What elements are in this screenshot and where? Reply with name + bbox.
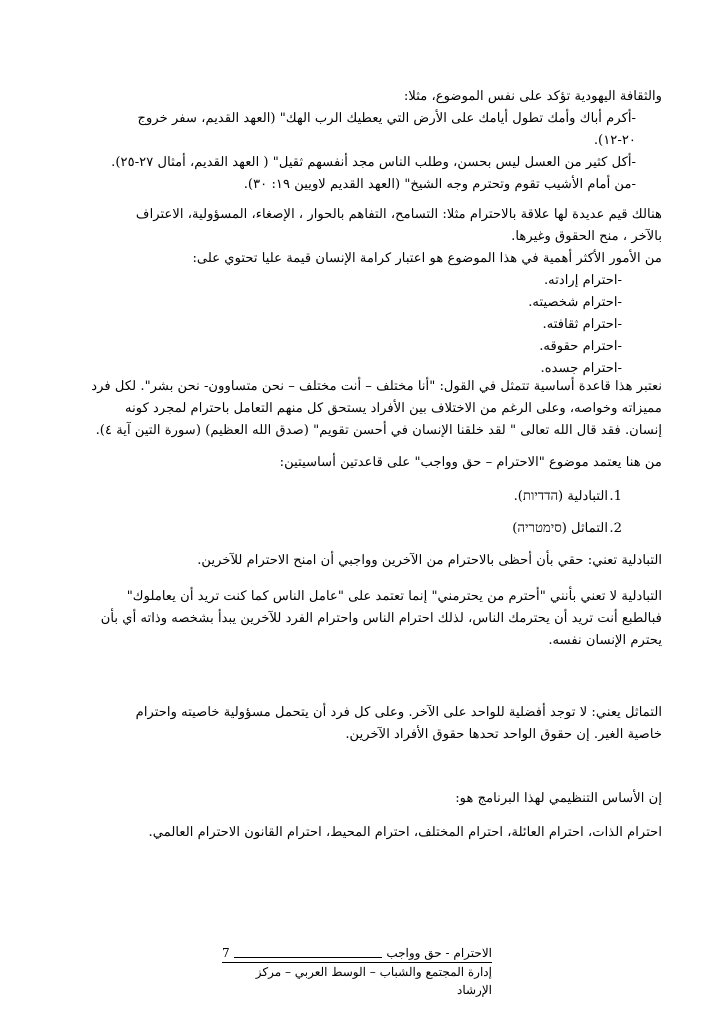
values-line-2: بالآخر ، منح الحقوق وغيرها. <box>511 229 662 244</box>
intro-section <box>68 86 662 196</box>
symmetry-section <box>68 702 662 746</box>
base-item-label: التبادلية (הדדיות). <box>513 489 608 504</box>
rule-line-2: مميزاته وخواصه، وعلى الرغم من الاختلاف بين الأفراد يستحق كل منهم التعامل باحترام لمجرد كونه <box>125 401 662 416</box>
rule-line-3: إنسان. فقد قال الله تعالى " لقد خلقنا الإنسان في أحسن تقويم" (صدق الله العظيم) (سورة التين آية ٤). <box>95 423 662 438</box>
list-item: -احترام إرادته. <box>543 273 622 288</box>
list-item: -احترام حقوقه. <box>539 339 622 354</box>
base-item-number: 1. <box>609 489 622 504</box>
page-footer <box>222 944 492 999</box>
quote-elder: -من أمام الأشيب تقوم وتحترم وجه الشيخ" (العهد القديم لاويين ١٩: ٣٠). <box>243 177 636 192</box>
reciprocity-line-3: يحترم الإنسان نفسه. <box>548 633 662 648</box>
values-line-3: من الأمور الأكثر أهمية في هذا الموضوع هو اعتبار كرامة الإنسان قيمة عليا تحتوي على: <box>192 251 662 266</box>
quote-honor-parents-ref: ٢٠-١٢). <box>593 133 636 148</box>
reciprocity-line-1: التبادلية لا تعني بأنني "أحترم من يحترمني" إنما تعتمد على "عامل الناس كما كنت تريد أن يعاملوك" <box>126 589 662 604</box>
base-item-label: التماثل (סימטריה) <box>512 521 608 536</box>
program-lead: إن الأساس التنظيمي لهذا البرنامج هو: <box>455 791 662 806</box>
base-item-reciprocity <box>68 486 662 508</box>
reciprocity-line-2: فبالطبع أنت تريد أن يحترمك الناس، لذلك احترام الناس واحترام الفرد للآخرين يبدأ بشخصه وذاته أي بأن <box>100 611 662 626</box>
reciprocity-definition: التبادلية تعني: حقي بأن أحظى بالاحترام من الآخرين وواجبي أن امنح الاحترام للآخرين. <box>197 553 662 568</box>
rule-line-1: نعتبر هذا قاعدة أساسية تتمثل في القول: "أنا مختلف – أنت مختلف – نحن متساوون- نحن بشر". لكل فرد <box>91 379 662 394</box>
footer-title: الاحترام - حق وواجب <box>386 946 492 960</box>
base-item-number: 2. <box>609 521 622 536</box>
rule-section <box>68 376 662 442</box>
page-number: 7 <box>222 946 230 960</box>
quote-honey: -أكل كثير من العسل ليس بحسن، وطلب الناس مجد أنفسهم ثقيل" ( العهد القديم، أمثال ٢٧-٢٥). <box>111 155 636 170</box>
bases-lead: من هنا يعتمد موضوع "الاحترام – حق وواجب" على قاعدتين أساسيتين: <box>279 455 662 470</box>
program-list: احترام الذات، احترام العائلة، احترام المختلف، احترام المحيط، احترام القانون الاحترام العالمي. <box>148 825 662 840</box>
quote-honor-parents: -أكرم أباك وأمك تطول أيامك على الأرض التي يعطيك الرب الهك" (العهد القديم، سفر خروج <box>137 111 636 126</box>
symmetry-line-1: التماثل يعني: لا توجد أفضلية للواحد على الآخر. وعلى كل فرد أن يتحمل مسؤولية خاصيته واحترام <box>135 705 662 720</box>
values-line-1: هنالك قيم عديدة لها علاقة بالاحترام مثلا: التسامح، التفاهم بالحوار ، الإصغاء، المسؤولية، الاعتراف <box>135 207 662 222</box>
list-item: -احترام ثقافته. <box>542 317 622 332</box>
list-item: -احترام شخصيته. <box>528 295 622 310</box>
intro-lead: والثقافة اليهودية تؤكد على نفس الموضوع، مثلا: <box>403 89 662 104</box>
values-section <box>68 204 662 380</box>
symmetry-line-2: خاصية الغير. إن حقوق الواحد تحدها حقوق الأفراد الآخرين. <box>345 727 662 742</box>
footer-org: إدارة المجتمع والشباب – الوسط العربي – مركز الإرشاد <box>255 965 492 997</box>
list-item: -احترام جسده. <box>540 361 622 376</box>
reciprocity-explanation <box>68 586 662 652</box>
footer-rule <box>234 957 383 958</box>
base-item-symmetry <box>68 518 662 540</box>
